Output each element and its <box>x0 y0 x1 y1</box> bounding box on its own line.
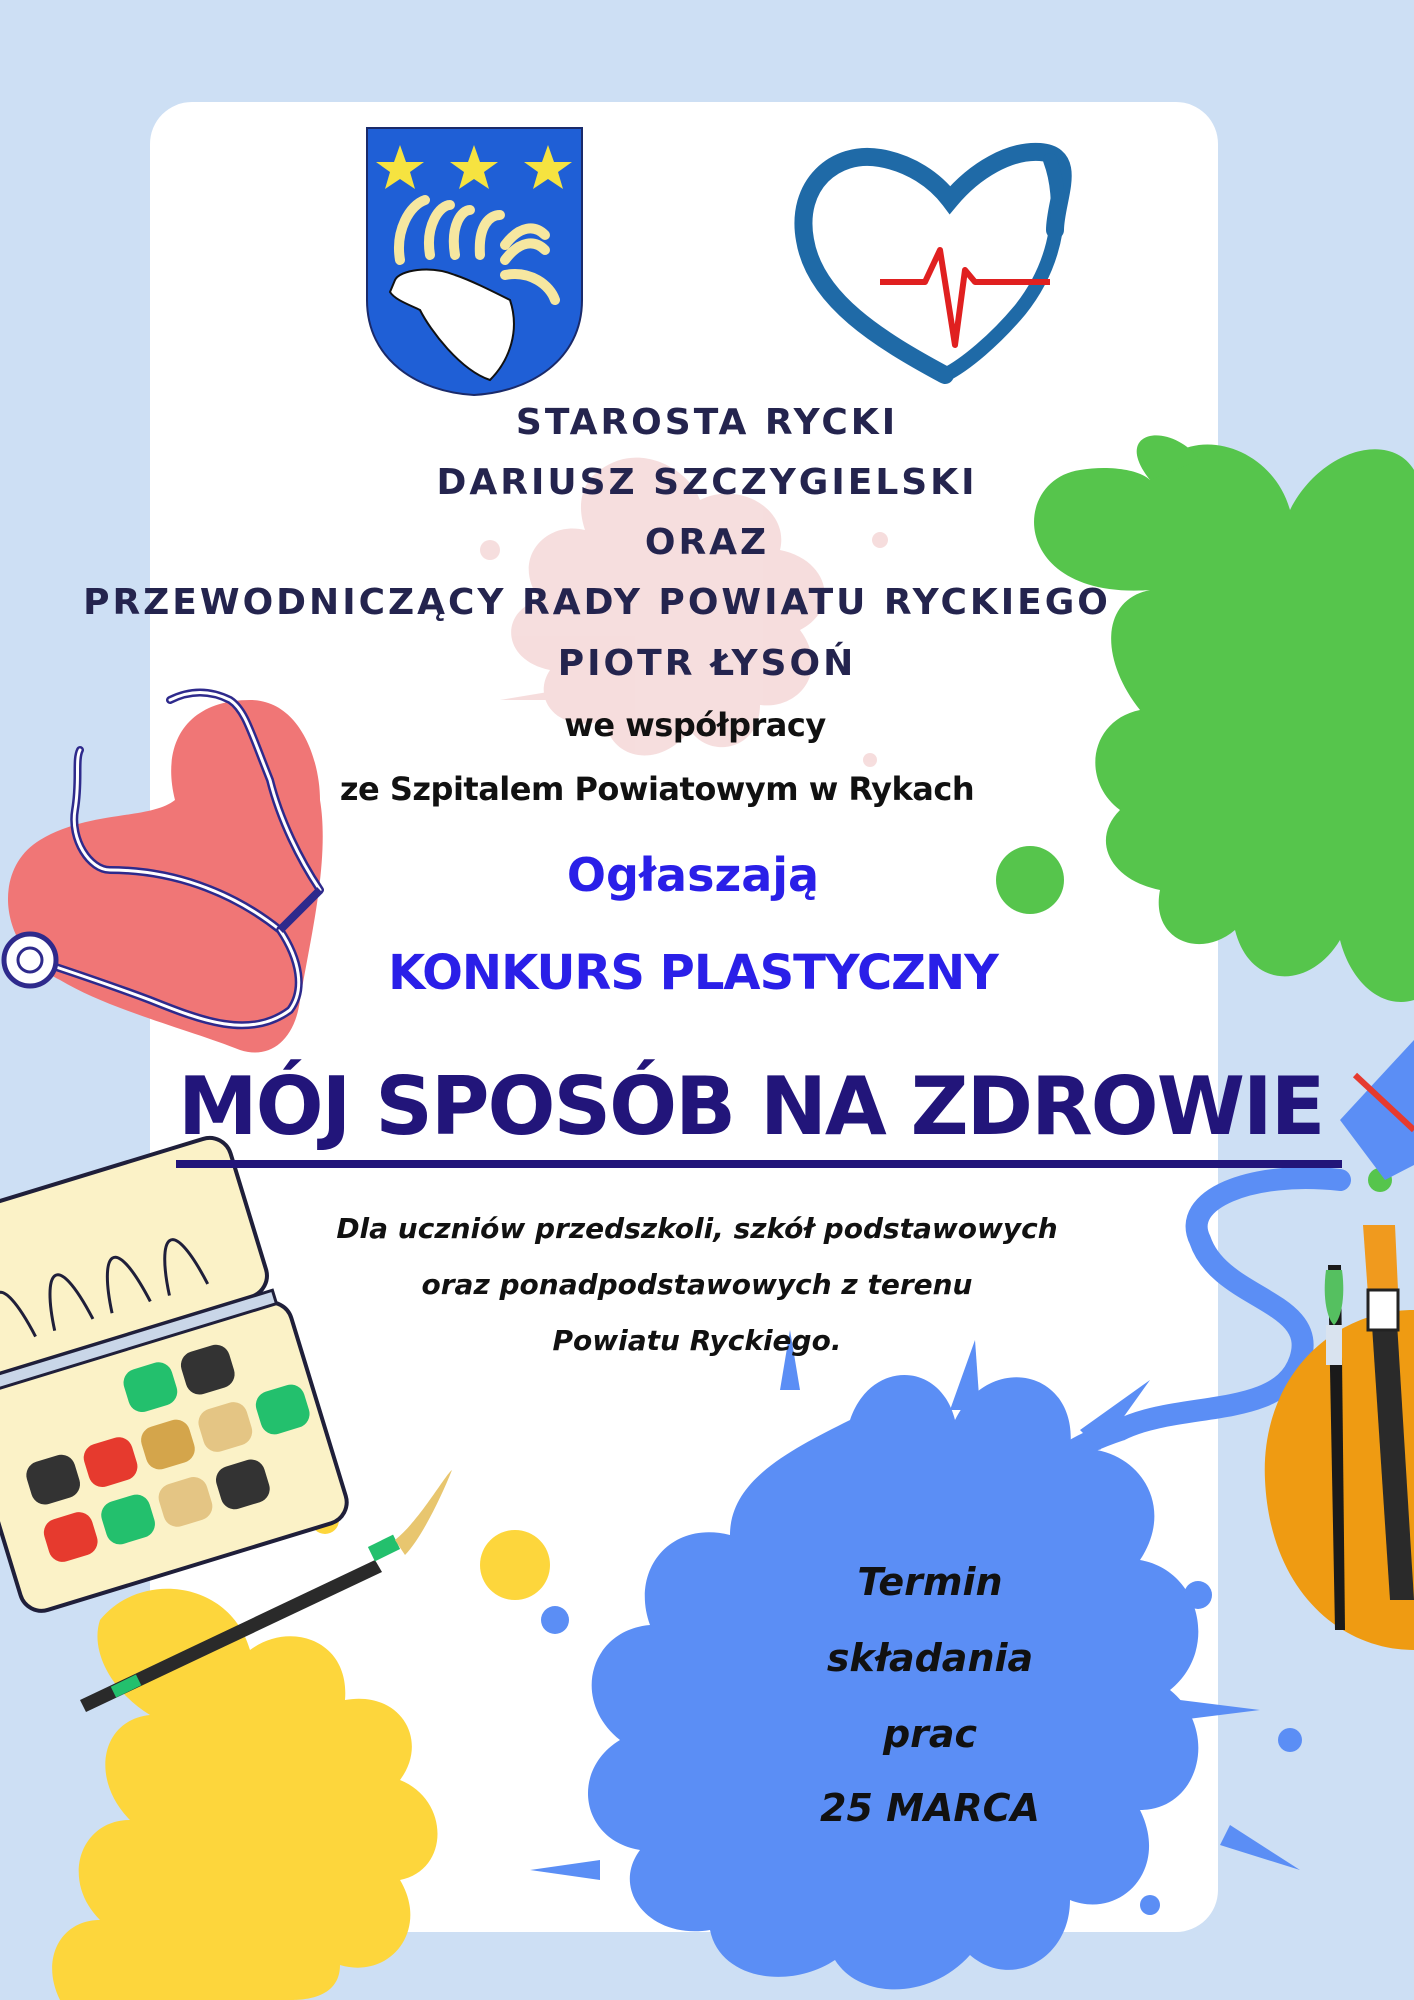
organizer-line-5: PIOTR ŁYSOŃ <box>557 643 857 684</box>
contest-title: MÓJ SPOSÓB NA ZDROWIE <box>178 1060 1324 1153</box>
eligibility-line-1: Dla uczniów przedszkoli, szkół podstawowych <box>336 1212 1058 1245</box>
contest-type: KONKURS PLASTYCZNY <box>388 945 998 1001</box>
eligibility-line-3: Powiatu Ryckiego. <box>552 1324 842 1357</box>
deadline-line-2: składania <box>826 1636 1034 1680</box>
eligibility-line-2: oraz ponadpodstawowych z terenu <box>421 1268 973 1301</box>
organizer-line-1: STAROSTA RYCKI <box>515 402 899 443</box>
coat-of-arms-icon <box>367 128 582 395</box>
organizer-line-2: DARIUSZ SZCZYGIELSKI <box>436 462 978 503</box>
heart-pulse-logo <box>803 152 1062 375</box>
cooperation-line-1: we współpracy <box>564 706 826 744</box>
paint-box-icon <box>0 1130 352 1620</box>
organizer-line-4: PRZEWODNICZĄCY RADY POWIATU RYCKIEGO <box>83 582 1111 623</box>
cooperation-line-2: ze Szpitalem Powiatowym w Rykach <box>339 770 975 808</box>
organizer-line-3: ORAZ <box>644 522 770 563</box>
deadline-line-1: Termin <box>857 1560 1003 1604</box>
deadline-date: 25 MARCA <box>820 1786 1040 1830</box>
announce-text: Ogłaszają <box>566 848 820 902</box>
title-underline <box>176 1160 1342 1168</box>
deadline-line-3: prac <box>882 1712 978 1756</box>
